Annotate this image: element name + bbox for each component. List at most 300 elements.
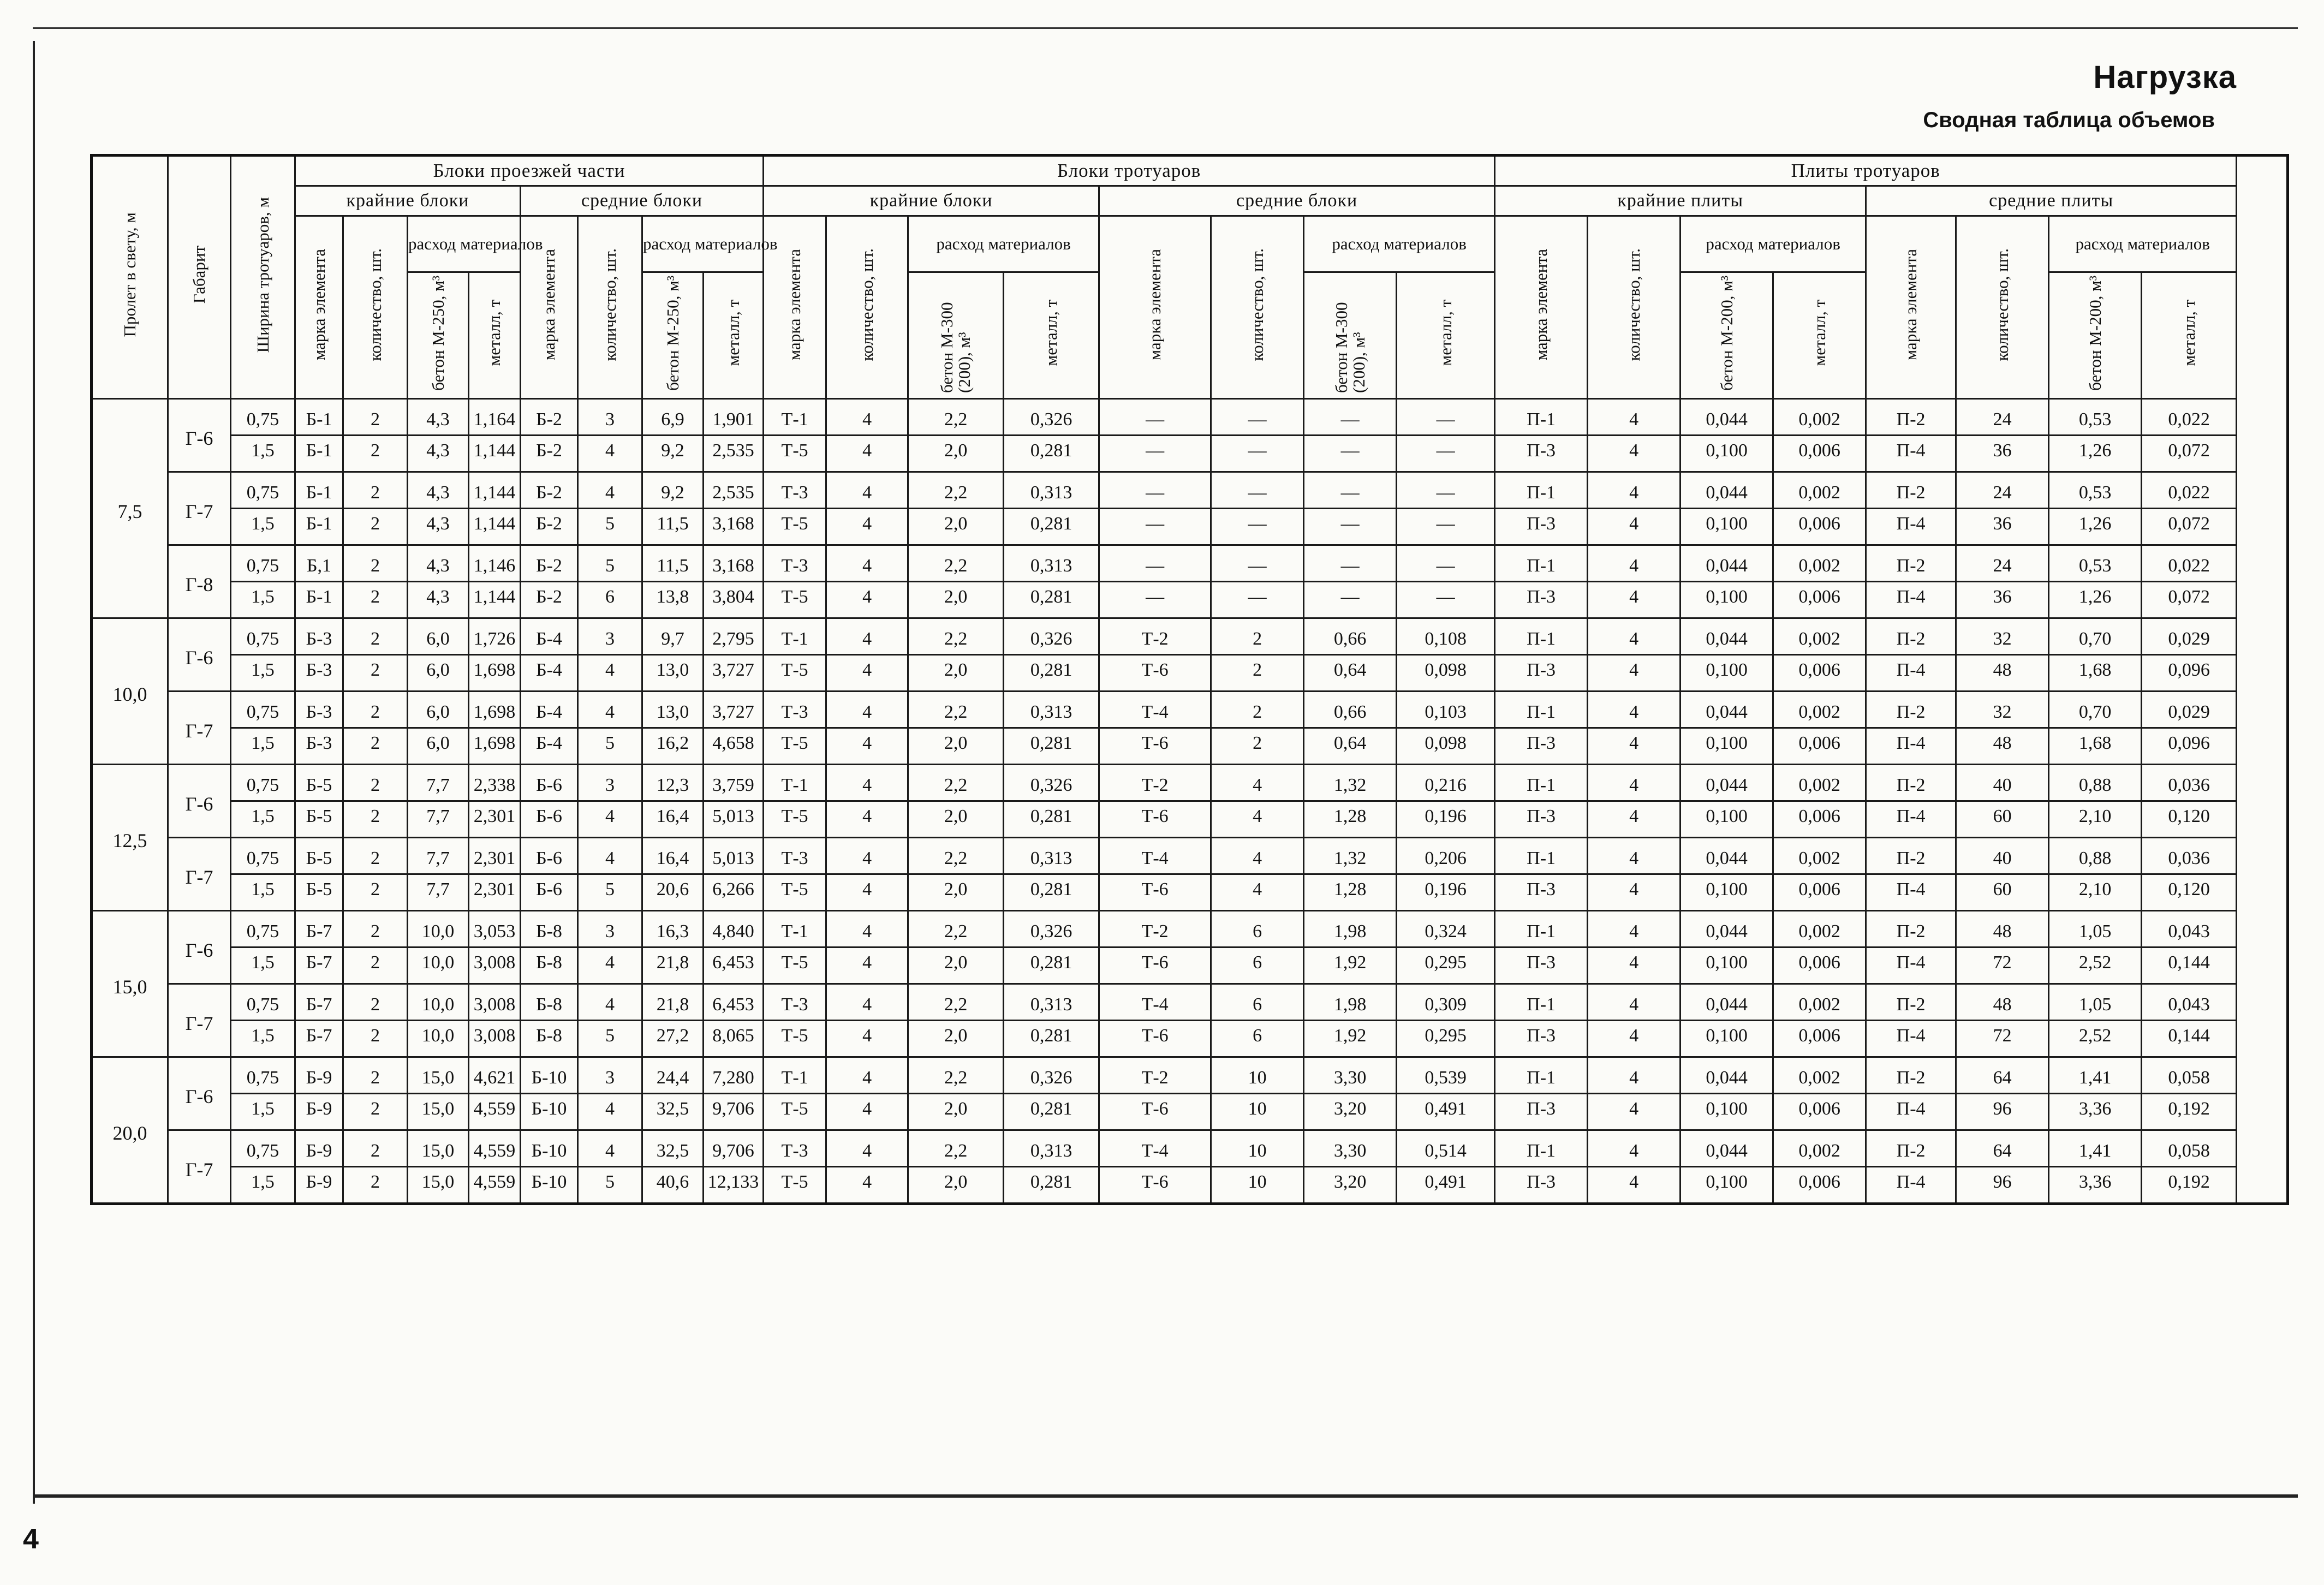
table-cell: 0,002: [1773, 692, 1866, 728]
table-cell: 0,196: [1397, 874, 1495, 911]
table-cell: Т-4: [1099, 984, 1211, 1021]
table-cell: 0,043: [2142, 984, 2237, 1021]
table-cell: 3: [578, 765, 642, 801]
table-cell: 4,3: [408, 472, 469, 509]
gabarit-cell: Г-8: [168, 545, 231, 618]
table-cell: П-1: [1495, 984, 1588, 1021]
table-cell: 9,2: [642, 472, 704, 509]
table-cell: 2: [343, 1130, 408, 1167]
table-cell: 0,313: [1004, 1130, 1099, 1167]
table-cell: 2,2: [908, 765, 1004, 801]
table-cell: 2,2: [908, 692, 1004, 728]
table-cell: 0,313: [1004, 984, 1099, 1021]
table-cell: Б-5: [295, 838, 343, 874]
table-cell: 64: [1956, 1057, 2049, 1094]
table-row: [92, 801, 2288, 838]
table-body: [92, 399, 2288, 1204]
table-cell: 0,192: [2142, 1167, 2237, 1204]
table-cell: 0,75: [231, 472, 295, 509]
col-mark-header: марка элемента: [1495, 216, 1588, 399]
table-cell: Б-3: [295, 692, 343, 728]
table-cell: Б-2: [521, 436, 578, 472]
page-title: Нагрузка: [2093, 59, 2237, 95]
table-cell: П-2: [1866, 618, 1956, 655]
table-cell: Б-4: [521, 618, 578, 655]
table-cell: 2: [1211, 618, 1304, 655]
frame-left-rule: [33, 41, 35, 1504]
table-cell: 0,326: [1004, 618, 1099, 655]
table-cell: 0,072: [2142, 582, 2237, 618]
table-cell: 4: [1211, 874, 1304, 911]
table-cell: 2,2: [908, 472, 1004, 509]
col-metal-header: металл, т: [1773, 272, 1866, 399]
table-cell: 4: [1588, 984, 1681, 1021]
table-cell: —: [1397, 436, 1495, 472]
table-cell: Т-5: [764, 948, 826, 984]
table-cell: 9,2: [642, 436, 704, 472]
table-cell: 2,2: [908, 1057, 1004, 1094]
table-cell: 4,840: [704, 911, 764, 948]
table-cell: 0,044: [1681, 618, 1773, 655]
table-cell: 0,75: [231, 399, 295, 436]
table-cell: 2,0: [908, 582, 1004, 618]
table-cell: 1,26: [2049, 582, 2142, 618]
table-cell: П-4: [1866, 801, 1956, 838]
table-cell: 0,53: [2049, 545, 2142, 582]
table-cell: Т-5: [764, 728, 826, 765]
table-cell: 0,022: [2142, 472, 2237, 509]
table-cell: 0,281: [1004, 801, 1099, 838]
table-cell: Т-3: [764, 472, 826, 509]
table-cell: 4: [1588, 728, 1681, 765]
table-cell: 2,10: [2049, 874, 2142, 911]
table-cell: 21,8: [642, 948, 704, 984]
col-concrete-header: бетон М-200, м³: [2049, 272, 2142, 399]
table-cell: 0,281: [1004, 1021, 1099, 1057]
table-cell: 2: [343, 509, 408, 545]
table-cell: 0,006: [1773, 1021, 1866, 1057]
table-cell: 1,5: [231, 582, 295, 618]
table-cell: 10: [1211, 1130, 1304, 1167]
table-cell: 0,514: [1397, 1130, 1495, 1167]
table-cell: 4: [1588, 874, 1681, 911]
gabarit-cell: Г-6: [168, 765, 231, 838]
table-cell: 3,008: [469, 1021, 521, 1057]
table-cell: 0,281: [1004, 509, 1099, 545]
table-cell: 7,280: [704, 1057, 764, 1094]
table-row: [92, 765, 2288, 801]
table-cell: П-2: [1866, 984, 1956, 1021]
table-cell: 1,5: [231, 728, 295, 765]
table-cell: Б-2: [521, 399, 578, 436]
row-right-margin: [2237, 765, 2288, 801]
table-cell: 0,313: [1004, 692, 1099, 728]
table-cell: 0,100: [1681, 655, 1773, 692]
table-cell: 1,28: [1304, 874, 1397, 911]
table-cell: 0,006: [1773, 1167, 1866, 1204]
table-cell: 0,100: [1681, 1021, 1773, 1057]
table-cell: 0,022: [2142, 545, 2237, 582]
table-row: [92, 1057, 2288, 1094]
table-cell: 2: [1211, 692, 1304, 728]
table-cell: П-3: [1495, 801, 1588, 838]
table-cell: 4,3: [408, 545, 469, 582]
table-cell: 4: [826, 509, 908, 545]
table-cell: —: [1099, 436, 1211, 472]
table-cell: —: [1099, 472, 1211, 509]
table-cell: П-3: [1495, 1167, 1588, 1204]
table-cell: 2: [1211, 728, 1304, 765]
table-cell: П-4: [1866, 509, 1956, 545]
group-sidewalk-blocks: Блоки тротуаров: [764, 156, 1495, 186]
table-cell: 4,3: [408, 436, 469, 472]
table-cell: 2: [343, 948, 408, 984]
col-qty-header: количество, шт.: [1956, 216, 2049, 399]
col-mark-header: марка элемента: [1099, 216, 1211, 399]
table-cell: 10,0: [408, 911, 469, 948]
gabarit-cell: Г-6: [168, 618, 231, 692]
table-cell: 4: [1588, 948, 1681, 984]
table-cell: 0,103: [1397, 692, 1495, 728]
table-cell: 1,698: [469, 728, 521, 765]
table-cell: 0,326: [1004, 911, 1099, 948]
table-cell: 3,759: [704, 765, 764, 801]
row-right-margin: [2237, 874, 2288, 911]
table-cell: 0,006: [1773, 509, 1866, 545]
col-metal-header: металл, т: [1397, 272, 1495, 399]
row-right-margin: [2237, 838, 2288, 874]
table-cell: 0,313: [1004, 545, 1099, 582]
table-cell: 2,2: [908, 1130, 1004, 1167]
table-cell: П-2: [1866, 472, 1956, 509]
table-cell: 5: [578, 874, 642, 911]
table-cell: —: [1304, 436, 1397, 472]
table-cell: 2,0: [908, 1167, 1004, 1204]
table-cell: 12,3: [642, 765, 704, 801]
table-cell: 0,098: [1397, 655, 1495, 692]
table-cell: Т-3: [764, 692, 826, 728]
table-cell: 1,28: [1304, 801, 1397, 838]
table-cell: 0,058: [2142, 1130, 2237, 1167]
table-cell: 2: [343, 436, 408, 472]
table-cell: 0,006: [1773, 582, 1866, 618]
span-cell: 15,0: [92, 911, 168, 1057]
table-cell: 0,036: [2142, 838, 2237, 874]
table-cell: 3: [578, 618, 642, 655]
table-cell: 3,008: [469, 948, 521, 984]
table-cell: 0,281: [1004, 582, 1099, 618]
table-cell: 3,053: [469, 911, 521, 948]
table-cell: 1,92: [1304, 1021, 1397, 1057]
table-cell: 0,044: [1681, 545, 1773, 582]
table-cell: 1,32: [1304, 838, 1397, 874]
row-right-margin: [2237, 1057, 2288, 1094]
table-row: [92, 436, 2288, 472]
table-cell: 0,491: [1397, 1167, 1495, 1204]
table-cell: 5: [578, 545, 642, 582]
table-cell: 3,727: [704, 655, 764, 692]
table-cell: 4: [826, 1021, 908, 1057]
col-sidewalk-width-header: Ширина тротуаров, м: [231, 156, 295, 399]
table-cell: 3,168: [704, 509, 764, 545]
table-cell: 4: [826, 545, 908, 582]
table-cell: 3,20: [1304, 1094, 1397, 1130]
col-qty-header: количество, шт.: [343, 216, 408, 399]
table-cell: Б-10: [521, 1057, 578, 1094]
table-cell: Б-6: [521, 874, 578, 911]
table-cell: 0,66: [1304, 618, 1397, 655]
col-metal-header: металл, т: [704, 272, 764, 399]
table-cell: 13,8: [642, 582, 704, 618]
table-cell: 1,5: [231, 509, 295, 545]
table-cell: Б-1: [295, 582, 343, 618]
col-mark-header: марка элемента: [295, 216, 343, 399]
table-cell: 2,10: [2049, 801, 2142, 838]
table-cell: 4: [1588, 472, 1681, 509]
table-cell: —: [1099, 545, 1211, 582]
table-cell: 1,144: [469, 509, 521, 545]
col-material-header: расход материалов: [408, 216, 521, 272]
table-cell: 4: [578, 472, 642, 509]
table-cell: 0,044: [1681, 692, 1773, 728]
table-cell: 7,7: [408, 801, 469, 838]
table-cell: 4: [1588, 801, 1681, 838]
table-cell: 4: [826, 948, 908, 984]
table-cell: 6: [1211, 948, 1304, 984]
table-cell: 2: [343, 1021, 408, 1057]
table-cell: 0,206: [1397, 838, 1495, 874]
table-cell: —: [1211, 582, 1304, 618]
table-cell: 0,120: [2142, 801, 2237, 838]
table-cell: 3,168: [704, 545, 764, 582]
table-cell: 4: [578, 692, 642, 728]
table-cell: 6: [1211, 984, 1304, 1021]
table-cell: 4: [826, 472, 908, 509]
table-cell: Т-5: [764, 655, 826, 692]
table-cell: Б-10: [521, 1130, 578, 1167]
table-cell: 1,5: [231, 801, 295, 838]
table-cell: 0,75: [231, 765, 295, 801]
table-cell: 2: [343, 765, 408, 801]
table-cell: 1,68: [2049, 655, 2142, 692]
table-cell: Б-3: [295, 618, 343, 655]
table-cell: Б,1: [295, 545, 343, 582]
table-cell: Б-8: [521, 984, 578, 1021]
table-cell: 0,002: [1773, 1130, 1866, 1167]
table-cell: 0,75: [231, 911, 295, 948]
table-cell: 10,0: [408, 984, 469, 1021]
table-cell: 4: [1588, 582, 1681, 618]
table-cell: Т-5: [764, 874, 826, 911]
table-cell: 16,2: [642, 728, 704, 765]
table-cell: 2,0: [908, 509, 1004, 545]
table-cell: 3: [578, 1057, 642, 1094]
table-cell: П-1: [1495, 911, 1588, 948]
table-cell: П-3: [1495, 728, 1588, 765]
table-cell: 0,324: [1397, 911, 1495, 948]
table-cell: 6,0: [408, 618, 469, 655]
row-right-margin: [2237, 1167, 2288, 1204]
table-cell: 4: [826, 801, 908, 838]
table-cell: П-1: [1495, 1130, 1588, 1167]
col-concrete-header: бетон М-300 (200), м³: [908, 272, 1004, 399]
table-cell: Т-4: [1099, 838, 1211, 874]
table-cell: Б-5: [295, 801, 343, 838]
table-cell: 0,53: [2049, 399, 2142, 436]
table-cell: 24: [1956, 399, 2049, 436]
table-cell: 1,5: [231, 655, 295, 692]
table-cell: 0,044: [1681, 765, 1773, 801]
col-gabarit-header: Габарит: [168, 156, 231, 399]
col-metal-header: металл, т: [469, 272, 521, 399]
table-right-margin: [2237, 156, 2288, 399]
table-cell: 2: [343, 911, 408, 948]
table-cell: 0,75: [231, 838, 295, 874]
table-cell: 9,706: [704, 1094, 764, 1130]
table-cell: 1,144: [469, 472, 521, 509]
table-cell: 0,044: [1681, 838, 1773, 874]
table-cell: 1,146: [469, 545, 521, 582]
table-cell: П-2: [1866, 911, 1956, 948]
col-mark-header: марка элемента: [521, 216, 578, 399]
table-cell: Т-5: [764, 1167, 826, 1204]
table-cell: 3: [578, 911, 642, 948]
table-cell: 5,013: [704, 838, 764, 874]
col-concrete-header: бетон М-300 (200), м³: [1304, 272, 1397, 399]
table-cell: 0,098: [1397, 728, 1495, 765]
table-cell: 10: [1211, 1094, 1304, 1130]
table-cell: 11,5: [642, 545, 704, 582]
table-cell: 0,044: [1681, 1130, 1773, 1167]
table-cell: 0,002: [1773, 399, 1866, 436]
table-row: [92, 948, 2288, 984]
table-cell: Т-1: [764, 1057, 826, 1094]
table-cell: 0,281: [1004, 728, 1099, 765]
table-cell: 24,4: [642, 1057, 704, 1094]
subgroup-middle-slabs: средние плиты: [1866, 186, 2237, 216]
table-cell: 0,281: [1004, 874, 1099, 911]
table-cell: 0,072: [2142, 436, 2237, 472]
table-cell: 1,98: [1304, 984, 1397, 1021]
gabarit-cell: Г-7: [168, 838, 231, 911]
table-row: [92, 509, 2288, 545]
table-cell: П-2: [1866, 1130, 1956, 1167]
table-cell: Т-6: [1099, 801, 1211, 838]
page-number: 4: [23, 1523, 39, 1555]
table-cell: 2: [343, 984, 408, 1021]
table-cell: 0,326: [1004, 1057, 1099, 1094]
table-cell: 9,7: [642, 618, 704, 655]
table-cell: 2,2: [908, 399, 1004, 436]
table-cell: 13,0: [642, 655, 704, 692]
col-material-header: расход материалов: [1681, 216, 1866, 272]
span-cell: 7,5: [92, 399, 168, 618]
table-cell: —: [1211, 399, 1304, 436]
table-cell: —: [1397, 399, 1495, 436]
table-cell: 96: [1956, 1094, 2049, 1130]
table-cell: 0,281: [1004, 1167, 1099, 1204]
table-cell: 0,75: [231, 545, 295, 582]
table-cell: —: [1304, 399, 1397, 436]
table-cell: 0,144: [2142, 1021, 2237, 1057]
table-cell: Б-3: [295, 655, 343, 692]
table-cell: 4: [1588, 692, 1681, 728]
table-cell: 0,044: [1681, 1057, 1773, 1094]
table-cell: П-4: [1866, 582, 1956, 618]
table-cell: 6,453: [704, 984, 764, 1021]
table-cell: 16,4: [642, 801, 704, 838]
table-cell: 0,100: [1681, 948, 1773, 984]
table-cell: 2,535: [704, 436, 764, 472]
table-cell: 0,53: [2049, 472, 2142, 509]
table-cell: Б-7: [295, 1021, 343, 1057]
table-cell: 0,002: [1773, 1057, 1866, 1094]
table-cell: 5: [578, 728, 642, 765]
table-row: [92, 728, 2288, 765]
table-cell: Т-6: [1099, 655, 1211, 692]
table-cell: 4: [1211, 838, 1304, 874]
table-cell: 4: [826, 1167, 908, 1204]
table-cell: 36: [1956, 509, 2049, 545]
table-cell: 0,044: [1681, 399, 1773, 436]
table-cell: 4: [578, 1130, 642, 1167]
table-cell: 0,002: [1773, 984, 1866, 1021]
row-right-margin: [2237, 436, 2288, 472]
row-right-margin: [2237, 692, 2288, 728]
table-cell: 0,75: [231, 692, 295, 728]
subgroup-middle-sidewalk-blocks: средние блоки: [1099, 186, 1495, 216]
table-cell: Б-4: [521, 692, 578, 728]
table-cell: П-4: [1866, 436, 1956, 472]
col-material-header: расход материалов: [642, 216, 764, 272]
table-cell: Т-6: [1099, 874, 1211, 911]
table-cell: Т-3: [764, 984, 826, 1021]
table-cell: 4: [1588, 1021, 1681, 1057]
subgroup-middle-blocks: средние блоки: [521, 186, 764, 216]
table-row: [92, 655, 2288, 692]
table-cell: 36: [1956, 582, 2049, 618]
table-cell: 4: [1588, 509, 1681, 545]
volumes-table: [90, 154, 2289, 1205]
table-cell: 0,002: [1773, 545, 1866, 582]
gabarit-cell: Г-6: [168, 911, 231, 984]
frame-top-rule: [33, 27, 2298, 29]
table-row: [92, 618, 2288, 655]
table-cell: П-3: [1495, 874, 1588, 911]
table-cell: 0,281: [1004, 1094, 1099, 1130]
table-cell: 0,88: [2049, 838, 2142, 874]
table-cell: П-4: [1866, 1094, 1956, 1130]
table-cell: 6,266: [704, 874, 764, 911]
table-cell: 4: [1211, 765, 1304, 801]
table-cell: 60: [1956, 874, 2049, 911]
table-cell: 4,3: [408, 509, 469, 545]
table-cell: 4: [1588, 838, 1681, 874]
table-cell: —: [1397, 545, 1495, 582]
gabarit-cell: Г-7: [168, 472, 231, 545]
col-qty-header: количество, шт.: [578, 216, 642, 399]
row-right-margin: [2237, 1021, 2288, 1057]
table-cell: Т-2: [1099, 618, 1211, 655]
table-cell: Т-6: [1099, 1167, 1211, 1204]
group-sidewalk-slabs: Плиты тротуаров: [1495, 156, 2237, 186]
table-cell: 2,0: [908, 728, 1004, 765]
table-cell: Т-1: [764, 911, 826, 948]
table-cell: —: [1099, 399, 1211, 436]
table-cell: 0,006: [1773, 728, 1866, 765]
table-cell: 2: [343, 801, 408, 838]
table-cell: 0,100: [1681, 728, 1773, 765]
